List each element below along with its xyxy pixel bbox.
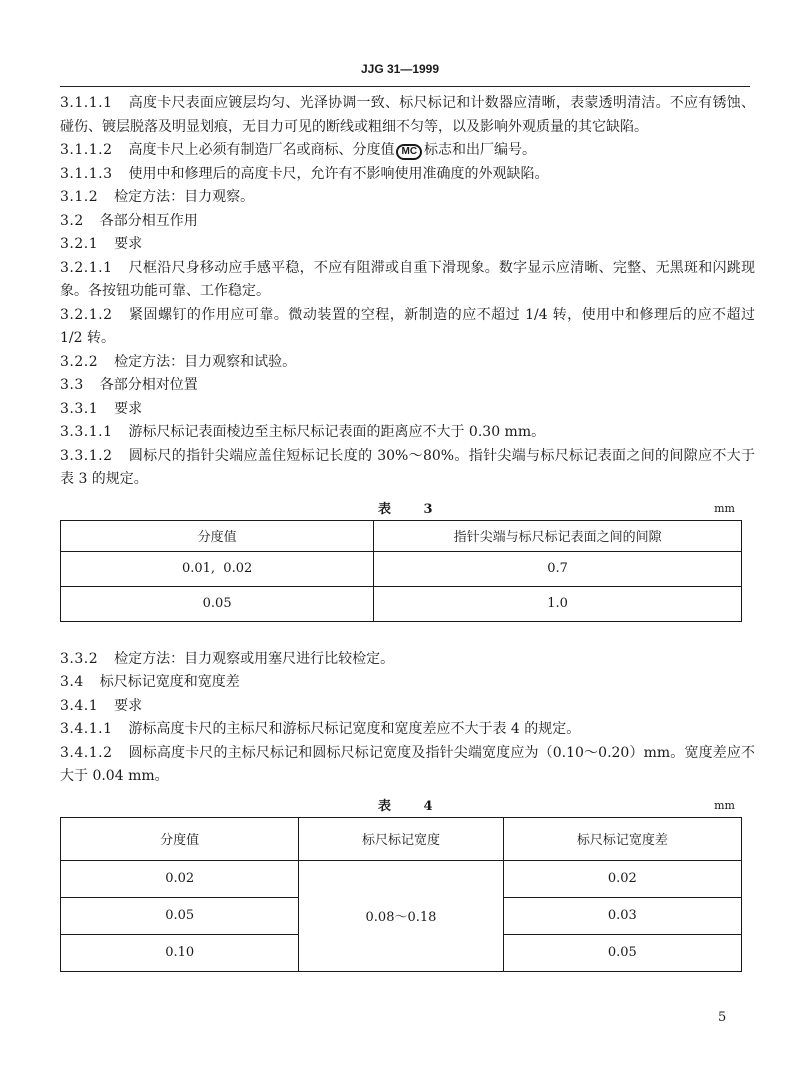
table3-caption — [60, 496, 755, 520]
paragraph: 3.2.1.1 尺框沿尺身移动应手感平稳，不应有阻滞或自重下滑现象。数字显示应清晰、完整、无黑斑和闪跳现象。各按钮功能可靠、工作稳定。 — [60, 259, 755, 299]
document-header: JJG 31—1999 — [360, 62, 440, 76]
table-cell: 1.0 — [374, 586, 742, 621]
page-number: 5 — [718, 1010, 727, 1025]
table-row — [61, 551, 742, 586]
section-heading: 3.3 各部分相对位置 — [60, 377, 198, 393]
table-cell: 0.01, 0.02 — [61, 551, 374, 586]
table-cell: 0.7 — [374, 551, 742, 586]
table4-title: 表 4 — [378, 798, 447, 814]
paragraph: 3.2.1.2 紧固螺钉的作用应可靠。微动装置的空程，新制造的应不超过 1/4 转，使用中和修理后的应不超过 1/2 转。 — [60, 306, 755, 346]
mc-mark-icon: MC — [396, 144, 422, 160]
table-header-cell: 标尺标记宽度差 — [503, 817, 741, 860]
table-header-cell: 指针尖端与标尺标记表面之间的间隙 — [374, 520, 742, 551]
table-header-cell: 分度值 — [61, 520, 374, 551]
paragraph: 3.4.1.1 游标高度卡尺的主标尺和游标尺标记宽度和宽度差应不大于表 4 的规定。 — [60, 721, 581, 737]
paragraph: 3.1.1.2 高度卡尺上必须有制造厂名或商标、分度值 MC 标志和出厂编号。 — [60, 142, 537, 158]
table4-caption — [60, 793, 755, 817]
paragraph: 3.2.2 检定方法：目力观察和试验。 — [60, 353, 297, 370]
section-heading: 3.2 各部分相互作用 — [60, 212, 198, 229]
paragraph: 3.3.1.1 游标尺标记表面棱边至主标尺标记表面的距离应不大于 0.30 mm。 — [60, 424, 546, 440]
paragraph: 3.2.1 要求 — [60, 236, 143, 252]
paragraph: 3.4.1.2 圆标高度卡尺的主标尺标记和圆标尺标记宽度及指针尖端宽度应为（0.10～0.20）mm。宽度差应不大于 0.04 mm。 — [60, 744, 755, 784]
table-cell: 0.05 — [503, 934, 741, 971]
page-content — [60, 92, 755, 972]
table-header-row — [61, 520, 742, 551]
table4 — [60, 817, 742, 972]
table-cell: 0.08～0.18 — [299, 860, 503, 971]
table-header-cell: 分度值 — [61, 817, 299, 860]
paragraph: 3.3.2 检定方法：目力观察或用塞尺进行比较检定。 — [60, 650, 395, 667]
paragraph: 3.1.1.1 高度卡尺表面应镀层均匀、光泽协调一致、标尺标记和计数器应清晰，表蒙透明清洁。不应有锈蚀、碰伤、镀层脱落及明显划痕，无目力可见的断线或粗细不匀等，以及影响外观质量的其它缺陷。 — [60, 95, 755, 135]
paragraph: 3.1.1.3 使用中和修理后的高度卡尺，允许有不影响使用准确度的外观缺陷。 — [60, 165, 549, 182]
table-cell: 0.10 — [61, 934, 299, 971]
table3-title: 表 3 — [378, 501, 447, 517]
table-header-cell: 标尺标记宽度 — [299, 817, 503, 860]
table-row — [61, 586, 742, 621]
table-cell: 0.02 — [503, 860, 741, 897]
table-cell: 0.02 — [61, 860, 299, 897]
table3-unit: mm — [714, 501, 735, 515]
table3 — [60, 520, 742, 622]
paragraph: 3.4.1 要求 — [60, 697, 143, 714]
table4-unit: mm — [714, 798, 735, 812]
section-heading: 3.4 标尺标记宽度和宽度差 — [60, 674, 240, 690]
paragraph: 3.3.1.2 圆标尺的指针尖端应盖住短标记长度的 30%～80%。指针尖端与标尺标记表面之间的间隙应不大于表 3 的规定。 — [60, 447, 755, 487]
table-cell: 0.05 — [61, 586, 374, 621]
table-header-row — [61, 817, 742, 860]
header-rule — [60, 86, 750, 87]
paragraph: 3.3.1 要求 — [60, 400, 143, 417]
paragraph: 3.1.2 检定方法：目力观察。 — [60, 189, 255, 205]
table-cell: 0.03 — [503, 897, 741, 934]
table-cell: 0.05 — [61, 897, 299, 934]
table-row — [61, 860, 742, 897]
